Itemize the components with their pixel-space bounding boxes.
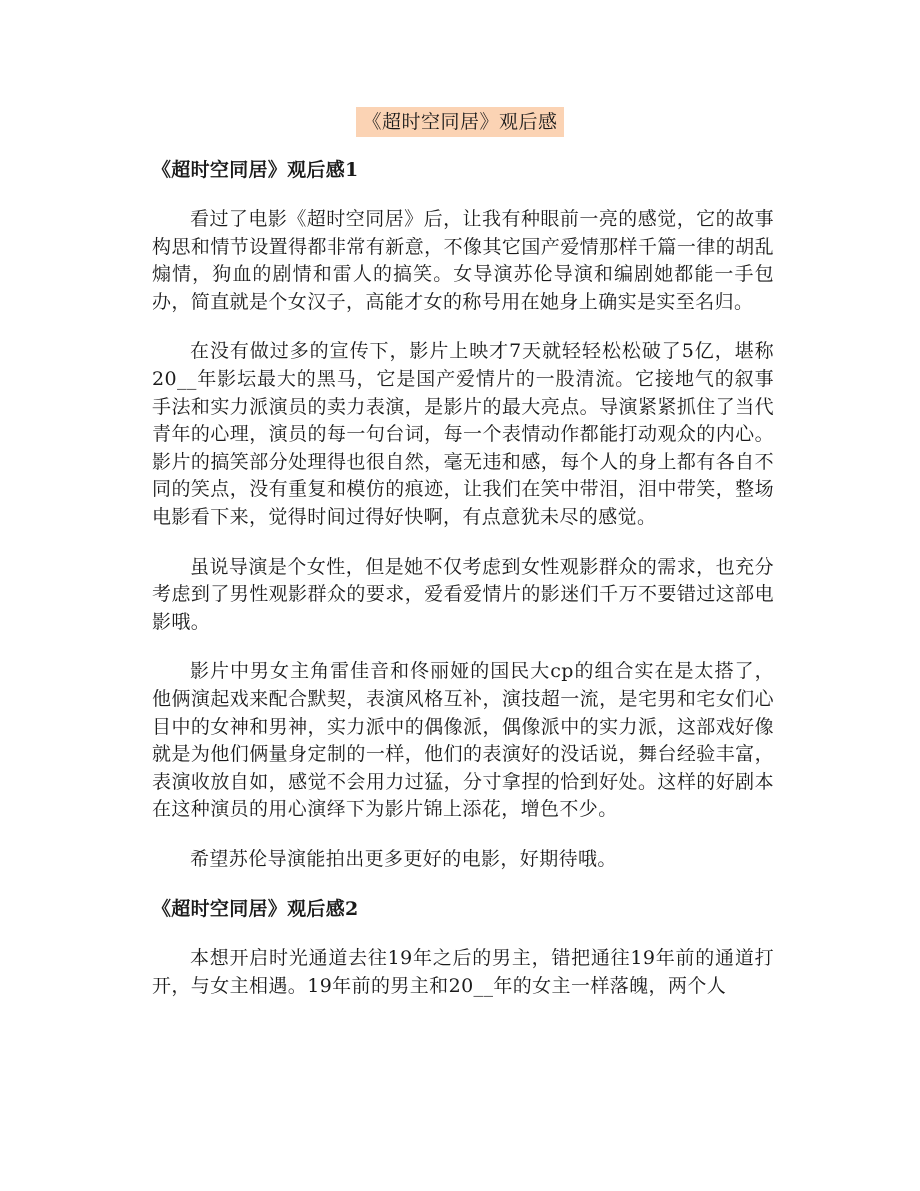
section-heading: 《超时空同居》观后感2 [152,898,359,921]
paragraph: 希望苏伦导演能拍出更多更好的电影，好期待哦。 [190,847,617,870]
section-2 [152,895,774,1000]
paragraph: 影片中男女主角雷佳音和佟丽娅的国民大cp的组合实在是太搭了，他俩演起戏来配合默契，表演风格互补，演技超一流，是宅男和宅女们心目中的女神和男神，实力派中的偶像派，偶像派中的实力派，这部戏好像就是为他们俩量身定制的一样，他们的表演好的没话说，舞台经验丰富，表演收放自如，感觉不会用力过猛，分寸拿捏的恰到好处。这样的好剧本在这种演员的用心演绎下为影片锦上添花，增色不少。 [152,660,774,821]
title-row [0,107,920,137]
paragraph: 虽说导演是个女性，但是她不仅考虑到女性观影群众的需求，也充分考虑到了男性观影群众的要求，爱看爱情片的影迷们千万不要错过这部电影哦。 [152,555,774,633]
paragraph: 看过了电影《超时空同居》后，让我有种眼前一亮的感觉，它的故事构思和情节设置得都非常有新意，不像其它国产爱情那样千篇一律的胡乱煽情，狗血的剧情和雷人的搞笑。女导演苏伦导演和编剧她都能一手包办，简直就是个女汉子，高能才女的称号用在她身上确实是实至名归。 [152,208,774,313]
document-body [152,156,774,1023]
section-heading: 《超时空同居》观后感1 [152,159,359,181]
section-1 [152,156,774,873]
paragraph: 本想开启时光通道去往19年之后的男主，错把通往19年前的通道打开，与女主相遇。19年前的男主和20__年的女主一样落魄，两个人 [152,947,774,998]
paragraph: 在没有做过多的宣传下，影片上映才7天就轻轻松松破了5亿，堪称20__年影坛最大的黑马，它是国产爱情片的一股清流。它接地气的叙事手法和实力派演员的卖力表演，是影片的最大亮点。导演紧紧抓住了当代青年的心理，演员的每一句台词，每一个表情动作都能打动观众的内心。影片的搞笑部分处理得也很自然，毫无违和感，每个人的身上都有各自不同的笑点，没有重复和模仿的痕迹，让我们在笑中带泪，泪中带笑，整场电影看下来，觉得时间过得好快啊，有点意犹未尽的感觉。 [152,340,774,528]
document-title: 《超时空同居》观后感 [356,107,563,137]
